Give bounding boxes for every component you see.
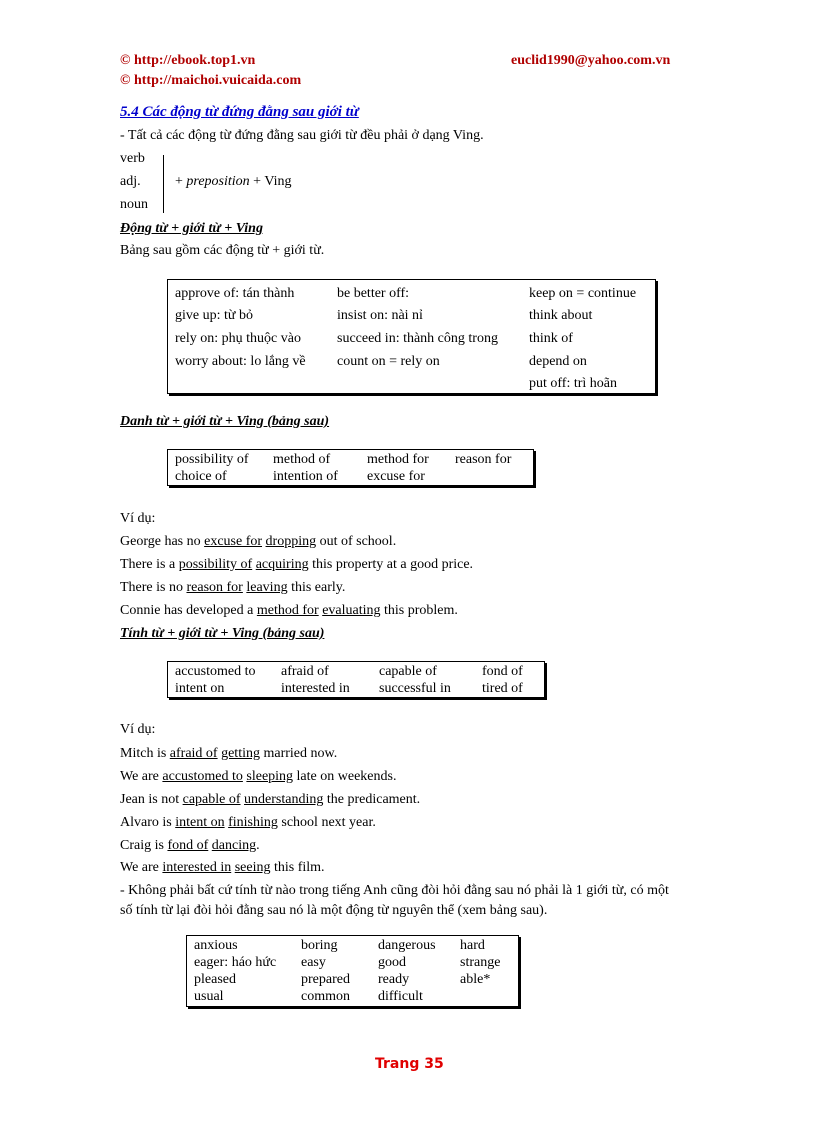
adjective-infinitive-table <box>186 935 519 1007</box>
header-email[interactable]: euclid1990@yahoo.com.vn <box>511 53 671 68</box>
table-cell: able* <box>460 972 491 987</box>
table-cell: hard <box>460 938 485 953</box>
table-cell: reason for <box>455 452 512 467</box>
table-cell: worry about: lo lắng về <box>175 354 306 369</box>
table-cell: interested in <box>281 681 350 696</box>
verbs-heading: Động từ + giới từ + Ving <box>120 221 263 236</box>
table-cell: common <box>301 989 350 1004</box>
example-sentence: George has no excuse for dropping out of school. <box>120 534 397 549</box>
table-cell: successful in <box>379 681 451 696</box>
table-cell: possibility of <box>175 452 249 467</box>
table-cell: succeed in: thành công trong <box>337 331 498 346</box>
table-cell: strange <box>460 955 501 970</box>
diagram-verb: verb <box>120 151 145 166</box>
example-sentence: We are accustomed to sleeping late on weekends. <box>120 769 397 784</box>
table-cell: difficult <box>378 989 423 1004</box>
note-line-2: số tính từ lại đòi hỏi đằng sau nó là một động từ nguyên thể (xem bảng sau). <box>120 903 548 918</box>
table-cell: ready <box>378 972 410 987</box>
table-cell: fond of <box>482 664 523 679</box>
nouns-heading: Danh từ + giới từ + Ving (bảng sau) <box>120 414 330 429</box>
example-sentence: Connie has developed a method for evaluating this problem. <box>120 603 458 618</box>
table-cell: anxious <box>194 938 238 953</box>
example-sentence: Craig is fond of dancing. <box>120 838 260 853</box>
table-cell: approve of: tán thành <box>175 286 295 301</box>
table-cell: insist on: nài nỉ <box>337 308 423 323</box>
table-cell: think of <box>529 331 573 346</box>
table-cell: choice of <box>175 469 227 484</box>
adjective-preposition-table <box>167 661 545 698</box>
table-cell: prepared <box>301 972 350 987</box>
example-sentence: Mitch is afraid of getting married now. <box>120 746 338 761</box>
table-cell: intention of <box>273 469 338 484</box>
section-title: 5.4 Các động từ đứng đằng sau giới từ <box>120 104 359 120</box>
diagram-adj: adj. <box>120 174 141 189</box>
table-cell: put off: trì hoãn <box>529 376 618 391</box>
table-cell: excuse for <box>367 469 425 484</box>
example-sentence: There is no reason for leaving this early. <box>120 580 346 595</box>
page-number: Trang 35 <box>375 1056 444 1072</box>
example-sentence: We are interested in seeing this film. <box>120 860 325 875</box>
table-cell: tired of <box>482 681 523 696</box>
table-cell: eager: háo hức <box>194 955 277 970</box>
table-cell: boring <box>301 938 338 953</box>
verbs-description: Bảng sau gồm các động từ + giới từ. <box>120 243 325 258</box>
table-cell: pleased <box>194 972 236 987</box>
noun-preposition-table <box>167 449 534 486</box>
table-cell: usual <box>194 989 224 1004</box>
adjectives-heading: Tính từ + giới từ + Ving (bảng sau) <box>120 626 325 641</box>
example-sentence: Jean is not capable of understanding the predicament. <box>120 792 421 807</box>
diagram-bracket <box>163 155 164 213</box>
table-cell: afraid of <box>281 664 329 679</box>
table-cell: capable of <box>379 664 437 679</box>
example-sentence: Alvaro is intent on finishing school next year. <box>120 815 376 830</box>
table-cell: think about <box>529 308 593 323</box>
diagram-formula: + preposition + Ving <box>175 174 292 189</box>
table-cell: be better off: <box>337 286 410 301</box>
header-site-1[interactable]: © http://ebook.top1.vn <box>120 53 256 68</box>
table-cell: count on = rely on <box>337 354 440 369</box>
table-cell: keep on = continue <box>529 286 637 301</box>
table-cell: intent on <box>175 681 225 696</box>
table-cell: depend on <box>529 354 587 369</box>
table-cell: method of <box>273 452 331 467</box>
note-line-1: - Không phải bất cứ tính từ nào trong tiếng Anh cũng đòi hỏi đằng sau nó phải là 1 giới từ, có một <box>120 883 669 898</box>
table-cell: method for <box>367 452 429 467</box>
nouns-example-label: Ví dụ: <box>120 511 156 526</box>
table-cell: give up: từ bỏ <box>175 308 253 323</box>
verb-preposition-table <box>167 279 656 394</box>
table-cell: accustomed to <box>175 664 256 679</box>
section-intro: - Tất cả các động từ đứng đằng sau giới từ đều phải ở dạng Ving. <box>120 128 484 143</box>
adjectives-example-label: Ví dụ: <box>120 722 156 737</box>
table-cell: good <box>378 955 406 970</box>
table-cell: dangerous <box>378 938 436 953</box>
example-sentence: There is a possibility of acquiring this property at a good price. <box>120 557 474 572</box>
table-cell: rely on: phụ thuộc vào <box>175 331 301 346</box>
table-cell: easy <box>301 955 326 970</box>
header-site-2[interactable]: © http://maichoi.vuicaida.com <box>120 73 302 88</box>
diagram-noun: noun <box>120 197 148 212</box>
